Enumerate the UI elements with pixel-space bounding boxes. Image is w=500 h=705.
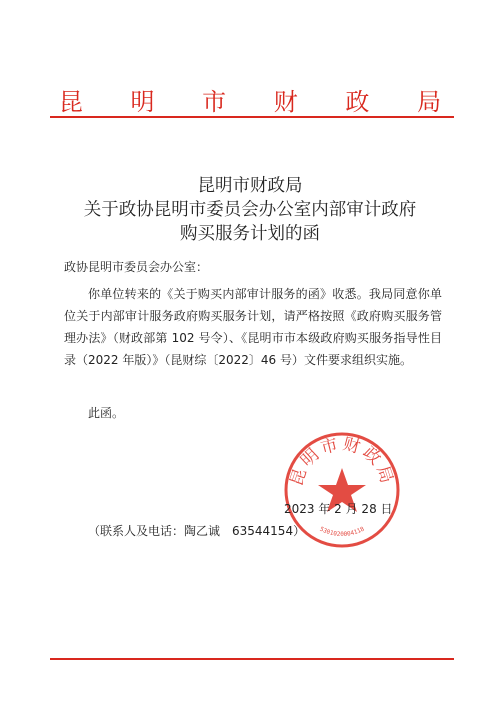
seal-code: 5301020004118 xyxy=(318,525,366,538)
letterhead-rule-top xyxy=(50,116,454,118)
letter-date: 2023 年 2 月 28 日 xyxy=(284,502,393,516)
letter-title-line1: 昆明市财政局 xyxy=(197,176,303,196)
closing-text: 此函。 xyxy=(88,406,125,420)
letterhead-org-name: 昆 明 市 财 政 局 xyxy=(58,88,462,116)
letter-title-line3: 购买服务计划的函 xyxy=(180,224,320,244)
seal-text: 昆明市财政局 xyxy=(286,434,398,489)
letter-title-line2: 关于政协昆明市委员会办公室内部审计政府 xyxy=(83,200,417,220)
letter-paragraph: 你单位转来的《关于购买内部审计服务的函》收悉。我局同意你单位关于内部审计服务政府购买服务计划，请严格按照《政府购买服务管理办法》（财政部第 102 号令）、《昆明市市本级政府购买服务指导性目录（2022 年版）》（昆财综〔2022〕46 号）文件要求组织实施。 xyxy=(64,287,442,367)
footer-rule xyxy=(50,658,454,660)
svg-text:5301020004118 xyxy=(319,525,366,538)
contact-info: （联系人及电话：陶乙诚 63544154） xyxy=(88,524,306,538)
salutation: 政协昆明市委员会办公室： xyxy=(64,260,209,274)
